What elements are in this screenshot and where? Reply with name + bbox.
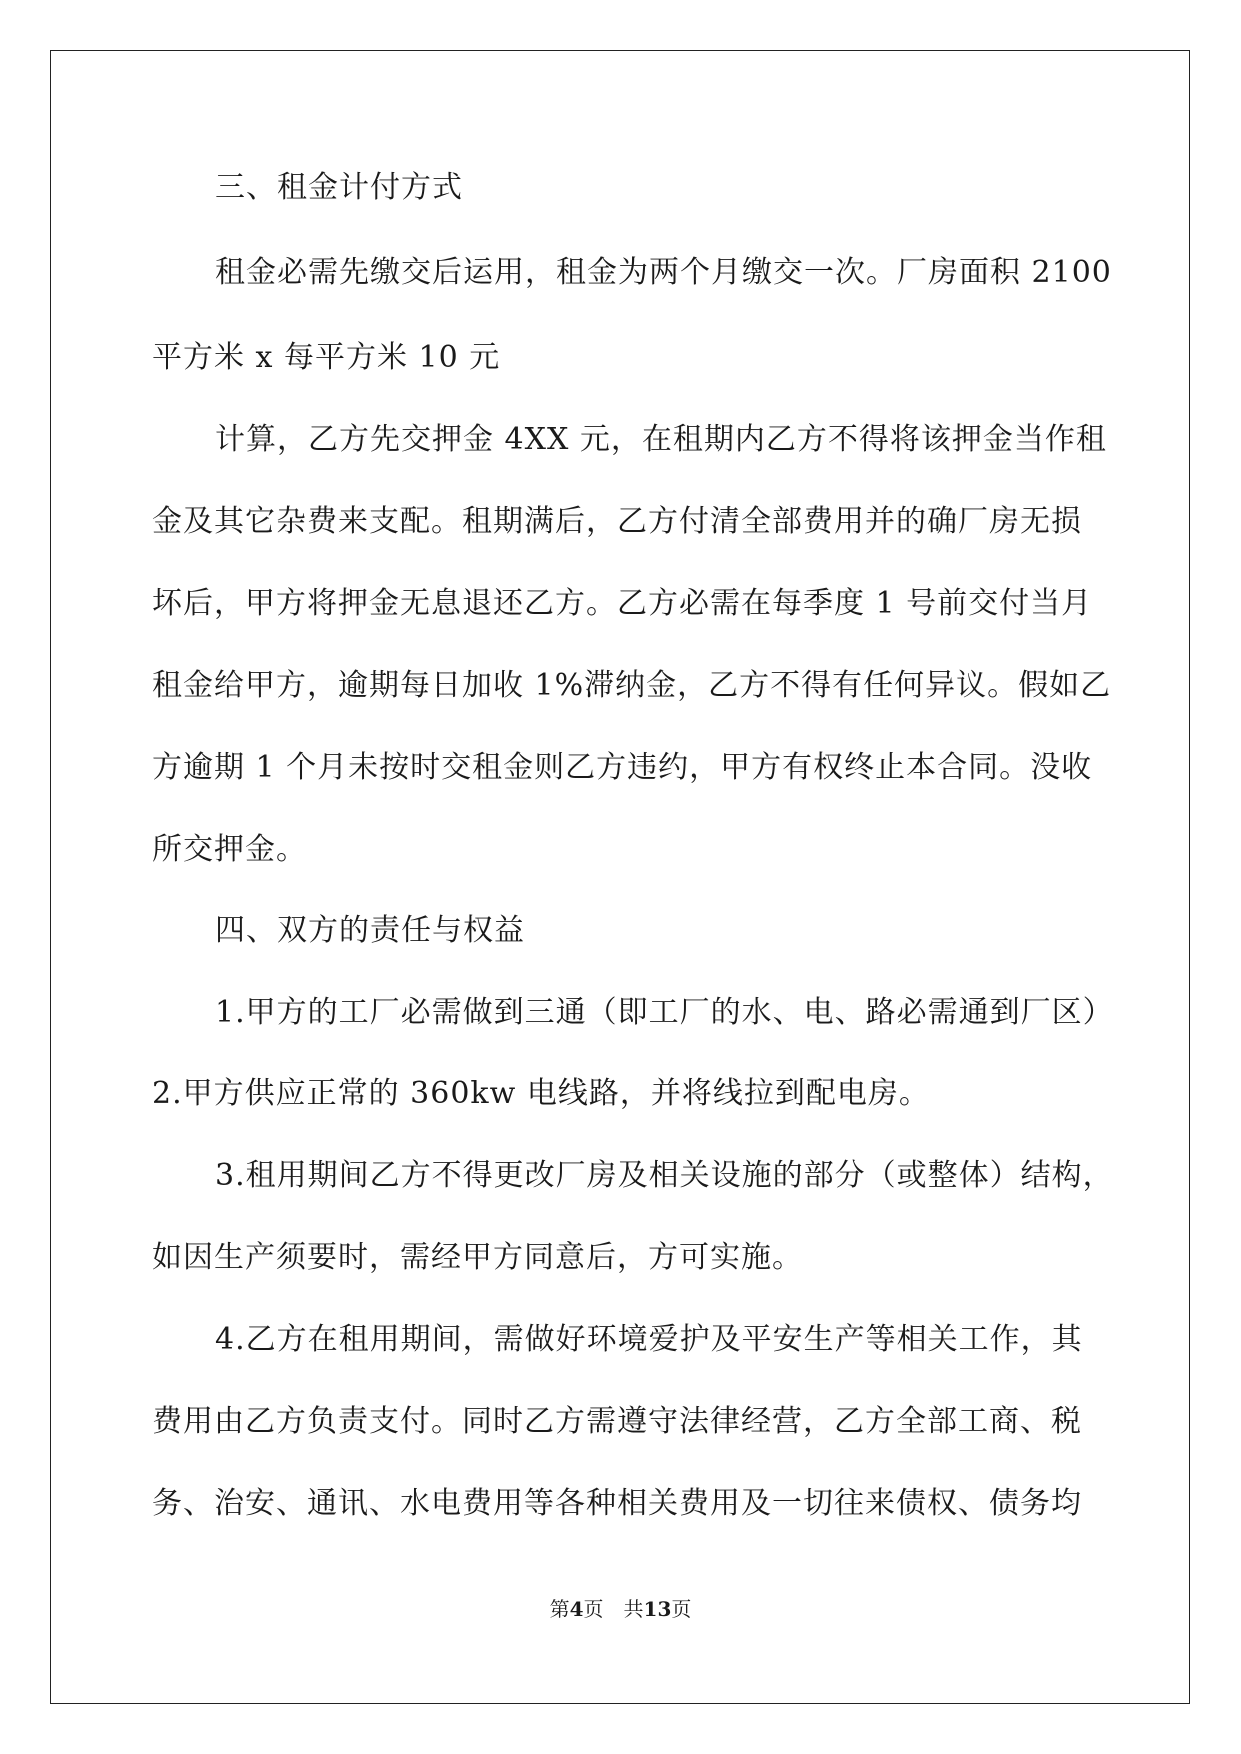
page-footer [0,1597,1241,1621]
list-item: 4.乙方在租用期间，需做好环境爱护及平安生产等相关工作，其 [215,1322,1083,1357]
total-prefix: 共 [623,1597,644,1621]
paragraph-line: 所交押金。 [152,832,307,867]
page-suffix: 页 [583,1597,604,1621]
list-item: 3.租用期间乙方不得更改厂房及相关设施的部分（或整体）结构， [215,1158,1114,1193]
paragraph-line: 坏后，甲方将押金无息退还乙方。乙方必需在每季度 1 号前交付当月 [152,586,1093,621]
paragraph-line: 务、治安、通讯、水电费用等各种相关费用及一切往来债权、债务均 [152,1486,1082,1521]
page-border [50,50,1190,1704]
paragraph-line: 平方米 x 每平方米 10 元 [152,340,501,375]
paragraph-line: 租金必需先缴交后运用，租金为两个月缴交一次。厂房面积 2100 [215,255,1112,290]
section-heading-responsibilities: 四、双方的责任与权益 [215,913,525,948]
paragraph-line: 租金给甲方，逾期每日加收 1%滞纳金，乙方不得有任何异议。假如乙 [152,668,1112,703]
total-pages: 13 [643,1597,672,1621]
list-item: 1.甲方的工厂必需做到三通（即工厂的水、电、路必需通到厂区） [215,995,1114,1030]
paragraph-line: 金及其它杂费来支配。租期满后，乙方付清全部费用并的确厂房无损 [152,504,1082,539]
paragraph-line: 计算，乙方先交押金 4XX 元，在租期内乙方不得将该押金当作租 [215,422,1107,457]
page-prefix: 第 [549,1597,570,1621]
list-item: 2.甲方供应正常的 360kw 电线路，并将线拉到配电房。 [152,1076,930,1111]
total-suffix: 页 [671,1597,692,1621]
section-heading-rent-payment: 三、租金计付方式 [215,170,463,205]
paragraph-line: 费用由乙方负责支付。同时乙方需遵守法律经营，乙方全部工商、税 [152,1404,1082,1439]
page-number: 4 [569,1597,584,1621]
paragraph-line: 如因生产须要时，需经甲方同意后，方可实施。 [152,1240,803,1275]
paragraph-line: 方逾期 1 个月未按时交租金则乙方违约，甲方有权终止本合同。没收 [152,750,1093,785]
